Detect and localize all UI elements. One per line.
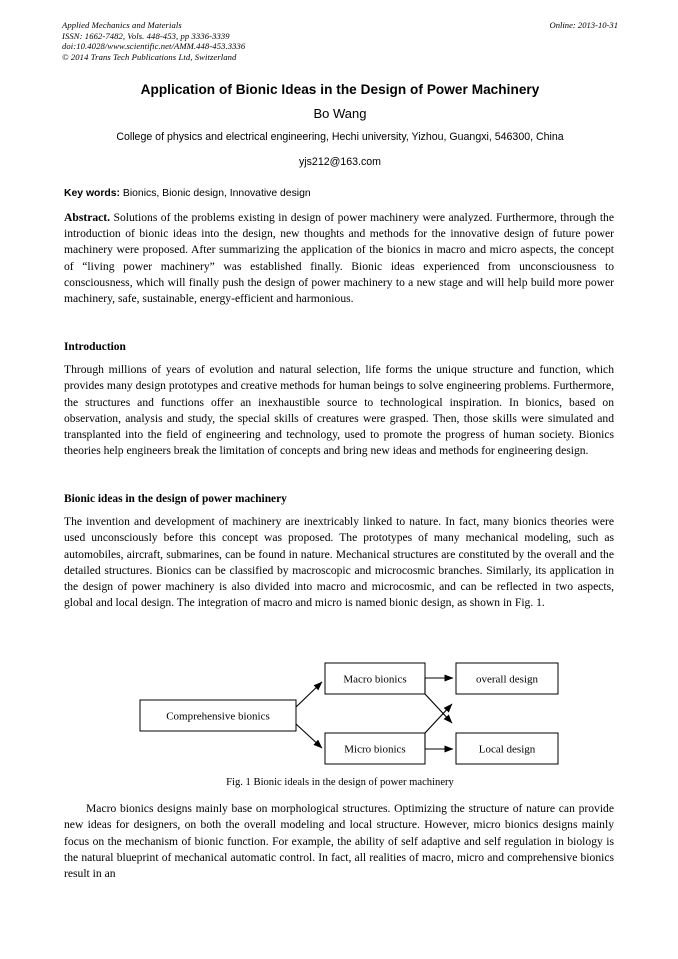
diagram-node-micro-bionics-label: Micro bionics <box>344 743 406 756</box>
diagram-node-comprehensive-bionics <box>140 700 296 731</box>
journal-copyright: © 2014 Trans Tech Publications Ltd, Switzerland <box>62 51 237 62</box>
masthead-left-block <box>62 20 245 62</box>
author-name: Bo Wang <box>313 106 367 121</box>
abstract-text: Solutions of the problems existing in design of power machinery were analyzed. Furthermore, through the introduction of bionic ideas into the design, new thoughts and methods for the innovative design of future power machinery were proposed. After summarizing the application of the bionics in macro and micro aspects, the concept of “living power machinery” was established finally. Bionic ideas experienced from unconsciousness to consciousness, which will finally push the design of power machinery to a new stage and will help build more power machinery, safe, sustainable, energy-efficient and harmonious. <box>64 211 614 306</box>
online-date: Online: 2013-10-31 <box>549 20 618 30</box>
keywords-label: Key words: <box>64 188 121 199</box>
journal-name: Applied Mechanics and Materials <box>62 20 182 30</box>
section-heading-bionic-ideas: Bionic ideas in the design of power machinery <box>64 493 287 505</box>
page-title: Application of Bionic Ideas in the Design of Power Machinery <box>140 82 540 97</box>
diagram-node-local-design <box>456 733 558 764</box>
keywords-line <box>64 188 614 199</box>
diagram-arrow-comprehensive-to-macro <box>296 682 322 707</box>
diagram-node-macro-bionics <box>325 663 425 694</box>
figure-1-diagram <box>130 655 570 775</box>
diagram-node-overall-design <box>456 663 558 694</box>
diagram-node-local-design-label: Local design <box>478 743 536 756</box>
journal-masthead <box>62 20 618 62</box>
section-paragraph-bionic-ideas: The invention and development of machinery are inextricably linked to nature. In fact, many bionics theories were used unconsciously before this concept was proposed. The prototypes of many mechanical modeling, such as automobiles, aircraft, submarines, can be found in nature. Mechanical structures are constituted by the overall and the detailed structures. Bionics can be classified by macroscopic and microcosmic branches. Similarly, its application in the design of power machinery is also divided into macro and microcosmic, and can be reflected in two aspects, global and local design. The integration of macro and micro is named bionic design, as shown in Fig. 1. <box>64 515 614 610</box>
keywords-value: Bionics, Bionic design, Innovative design <box>122 188 311 199</box>
diagram-node-micro-bionics <box>325 733 425 764</box>
diagram-arrow-macro-to-local <box>425 678 452 723</box>
diagram-node-macro-bionics-label: Macro bionics <box>343 673 407 686</box>
diagram-arrow-comprehensive-to-micro <box>296 724 322 748</box>
abstract-label: Abstract. <box>64 211 111 224</box>
figure-1-caption: Fig. 1 Bionic ideals in the design of power machinery <box>226 777 454 788</box>
author-affiliation: College of physics and electrical engineering, Hechi university, Yizhou, Guangxi, 546300, China <box>116 131 564 143</box>
author-email: yjs212@163.com <box>298 156 381 168</box>
diagram-arrow-micro-to-overall <box>425 704 452 749</box>
abstract-block <box>64 210 614 307</box>
section-paragraph-introduction: Through millions of years of evolution and natural selection, life forms the unique structure and function, which provides many design prototypes and creative methods for human beings to solve engineering problems. Furthermore, the structures and functions offer an inexhaustible source to technological inspiration. In bionics, based on observation, analysis and study, the special skills of creatures were grasped. Then, those skills were simulated and transplanted into the field of engineering and technology, used to promote the progress of human society. Bionics theories help engineers break the limitation of concepts and bring new ideas and methods for engineering design. <box>64 363 614 458</box>
diagram-node-overall-design-label: overall design <box>475 673 539 686</box>
diagram-node-comprehensive-bionics-label: Comprehensive bionics <box>166 710 270 723</box>
journal-issn: ISSN: 1662-7482, Vols. 448-453, pp 3336-3339 <box>62 30 230 41</box>
journal-doi: doi:10.4028/www.scientific.net/AMM.448-453.3336 <box>62 41 246 52</box>
closing-paragraph: Macro bionics designs mainly base on morphological structures. Optimizing the structure of nature can provide new ideas for designers, on both the overall modeling and local structure. However, micro bionics designs mainly focus on the mechanism of bionic function. For example, the ability of self adaptive and self regulation in biology is the natural blueprint of mechanical automatic control. In fact, all realities of macro, micro and comprehensive bionics result in an <box>64 802 614 881</box>
section-heading-introduction: Introduction <box>64 341 126 353</box>
masthead-right-block <box>550 20 619 31</box>
